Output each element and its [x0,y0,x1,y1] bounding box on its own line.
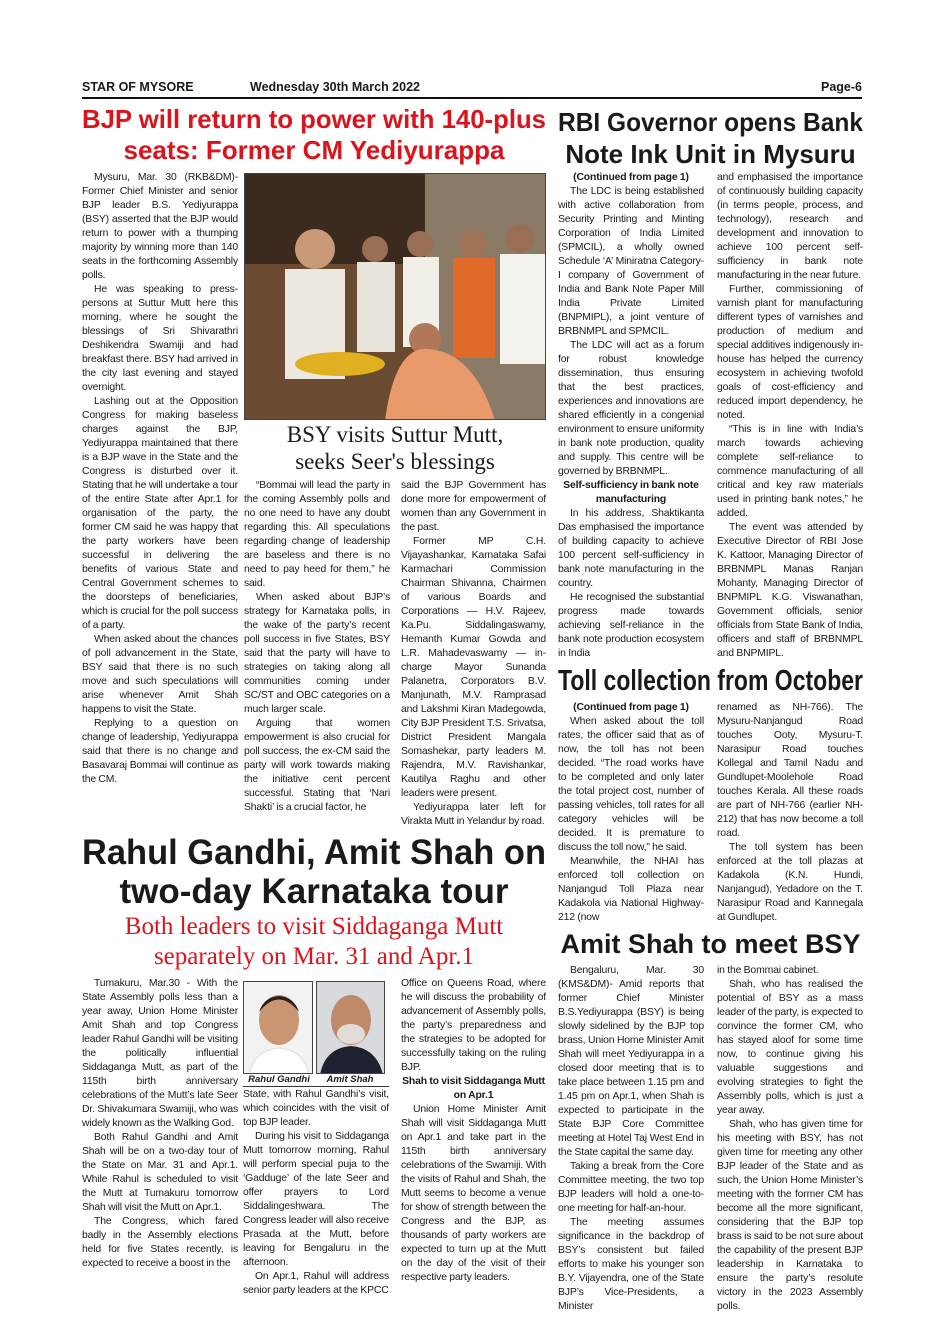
paragraph: Shah, who has given time for his meeting with BSY, has not given time for meeting any other BJP leader of the State and as such, the Union Home Minister’s meeting with the former CM has become all the more significant, considering that the BJP top brass is said to be not sure about the capability of the present BJP leadership in Karnataka to ensure the party’s resolute victory in the 2023 Assembly polls. [717,1119,863,1312]
amit-shah-photo [316,981,385,1074]
paragraph: Shah, who has realised the potential of BSY as a mass leader of the party, is expected to convince the former CM, who has stayed aloof for some time now, to continue giving his valuable suggestions and evolving strategies to fight the Assembly polls, which is just a year away. [717,979,863,1116]
paragraph: Both Rahul Gandhi and Amit Shah will be on a two-day tour of the State on Mar. 31 and Apr.1. While Rahul is scheduled to visit the Mutt at Tumakuru tomorrow Shah will visit the Mutt on Apr.1. [82,1132,238,1213]
headline-line [558,138,863,170]
bsy-right-area [244,171,546,829]
paragraph: The toll system has been enforced at the toll plazas at Kadakola (K.N. Hundi, Nanjangud), Yedadore on the T. Narasipur Road and Kannegala at Gundlupet. [717,842,863,923]
shah-headline [558,927,863,961]
headline-line [82,104,546,135]
paragraph: The meeting assumes significance in the backdrop of BSY’s consistent but failed efforts to make his younger son B.Y. Vijayendra, one of the State BJP’s Vice-Presidents, a Minister [558,1217,704,1312]
bsy-photo-caption [244,421,546,475]
paragraph: Mysuru, Mar. 30 (RKB&DM)- Former Chief Minister and senior BJP leader B.S. Yediyurappa (BSY) asserted that the BJP would return to power with a thumping majority by winning more than 140 seats in the forthcoming Assembly polls. [82,172,238,281]
rbi-headline [558,106,863,170]
headline-text: Rahul Gandhi, Amit Shah on [82,833,546,872]
rahul-body [82,977,546,1298]
paragraph: “This is in line with India’s march towards achieving complete self-reliance to commence manufacturing of all critical and key raw materials used in printing bank notes,” he added. [717,424,863,519]
paragraph: Tumakuru, Mar.30 - With the State Assembly polls less than a year away, Union Home Minister Amit Shah and top Congress leader Rahul Gandhi will be visiting the politically influential Siddaganga Mutt, as part of the 115th birth anniversary celebrations of the Mutt’s late Seer Dr. Shivakumara Swamiji, who was widely known as the Walking God. [82,978,238,1129]
paragraph: When asked about the chances of poll advancement in the State, BSY said that there is no such move and such speculations will arise whenever Amit Shah happens to visit the State. [82,634,238,715]
paragraph: Meanwhile, the NHAI has enforced toll collection on Nanjangud Toll Plaza near Kadakola via National Highway-212 (now [558,856,704,923]
subhead-line [82,912,546,942]
headline-text: Note Ink Unit in Mysuru [565,139,856,169]
headline-text: Toll collection from October [558,665,863,697]
caption-row [243,1074,389,1087]
paragraph: The LDC will act as a forum for robust knowledge dissemination, thus ensuring that the best practices, experiences and innovations are shared efficiently in a congenial environment to ensure uniformity in bank note production, quality and supply. This centre will be governed by BRBNMPL. [558,340,704,477]
subheading: Self-sufficiency in bank note manufacturing [563,480,699,505]
caption-line [244,448,546,475]
rahul-column-1 [82,977,238,1271]
paragraph: Union Home Minister Amit Shah will visit Siddaganga Mutt on Apr.1 and take part in the 115th birth anniversary celebrations of the Swamiji. With the visits of Rahul and Shah, the Mutt seems to become a venue for show of strength between the Congress and the BJP, as thousands of party workers are expected to turn up at the Mutt on the day of the visit of their respective party leaders. [401,1104,546,1283]
newspaper-name: STAR OF MYSORE [82,80,194,94]
subheading: (Continued from page 1) [573,172,689,183]
headline-text: Amit Shah to meet BSY [560,929,861,959]
bsy-column-1 [82,171,238,787]
headline-line [82,872,546,911]
paragraph: Taking a break from the Core Committee meeting, the two top BJP leaders will hold a one-to-one meeting for half-an-hour. [558,1161,704,1214]
paragraph: State, with Rahul Gandhi’s visit, which coincides with the visit of top BJP leader. [243,1089,389,1128]
headline-text: two-day Karnataka tour [119,872,509,911]
shah-body [558,964,863,1314]
bsy-column-3 [401,479,546,829]
paragraph: in the Bommai cabinet. [717,965,819,976]
paragraph: Bengaluru, Mar. 30 (KMS&DM)- Amid reports that former Chief Minister B.S.Yediyurappa (BSY) is being slowly sidelined by the BJP top brass, Union Home Minister Amit Shah will meet Yediyurappa in a closed door meeting that is to take place between 1.15 pm and 1.45 pm on Apr.1, when Shah is expected to participate in the State BJP Core Committee meeting at Hotel Taj West End in the State capital the same day. [558,965,704,1158]
caption-rahul-gandhi: Rahul Gandhi [248,1074,310,1085]
headline-text: RBI Governor opens Bank [558,107,863,137]
paragraph: Replying to a question on change of leadership, Yediyurappa said that there is no change and Basavaraj Bommai will continue as the CM. [82,718,238,785]
paragraph: “Bommai will lead the party in the coming Assembly polls and no one need to have any doubt regarding this. All speculations regarding change of leadership are baseless and there is no need to pay heed for them,” he said. [244,480,390,589]
paragraph: He was speaking to press-persons at Suttur Mutt here this morning, where he sought the blessings of Sri Shivarathri Deshikendra Swamiji and had breakfast there. BSY had arrived in the city last evening and stayed overnight. [82,284,238,393]
paragraph: Further, commissioning of varnish plant for manufacturing different types of varnishes and production of medium and special additives indigenously in-house has helped the currency ecosystem in achieving twofold goals of cost-efficiency and reduced import dependency, he noted. [717,284,863,421]
subheading: Shah to visit Siddaganga Mutt on Apr.1 [402,1076,545,1101]
paragraph: Arguing that women empowerment is also crucial for poll success, the ex-CM said the party will work towards making the initiative cent percent successful. Stating that ‘Nari Shakti’ is a crucial factor, he [244,718,390,813]
headline-line [82,135,546,166]
rahul-column-2 [243,1088,389,1298]
headline-text: separately on Mar. 31 and Apr.1 [153,943,475,970]
subheading: (Continued from page 1) [573,702,689,713]
subhead-line [82,942,546,972]
rahul-gandhi-photo [243,981,313,1074]
paragraph: He recognised the substantial progress made towards achieving self-reliance in the bank note production ecosystem in India [558,592,704,659]
paragraph: The LDC is being established with active collaboration from Security Printing and Minting Corporation of India Limited (SPMCIL), a wholly owned Schedule ‘A’ Miniratna Category-I company of Government of India and Bank Note Paper Mill India Private Limited (BNPMIPL), a joint venture of BRBNMPL and SPMCIL. [558,186,704,337]
headline-line [558,664,863,698]
paragraph: and emphasised the importance of continuously building capacity (in terms people, process, and technology), research and development and innovation to achieve 100 percent self-sufficiency in bank note manufacturing in the near future. [717,172,863,281]
bsy-suttur-photo [244,173,546,420]
rbi-column-1 [558,171,704,661]
page-number: Page-6 [821,80,862,94]
caption-line [244,421,546,448]
header-rule [82,97,862,99]
shah-column-1 [558,964,704,1314]
headline-text: Both leaders to visit Siddaganga Mutt [124,913,504,940]
toll-headline [558,664,863,698]
bsy-lower-columns [244,479,546,829]
paragraph: Former MP C.H. Vijayashankar, Karnataka Safai Karmachari Commission Chairman Shivanna, Chairmen of various Boards and Corporations — H.V. Rajeev, Ka.Pu. Siddalingaswamy, Hemanth Kumar Gowda and L.R. Mahadevaswamy — in-charge Mayor Sunanda Palanetra, Corporators B.V. Manjunath, M.V. Ramprasad and Lakshmi Kiran Madegowda, City BJP President T.S. Srivatsa, District President Mangala Somashekar, party leaders M. Rajendra, M.V. Ravishankar, Kautilya Raghu and other leaders were present. [401,536,546,799]
headline-line [82,833,546,872]
paragraph: The event was attended by Executive Director of RBI Jose K. Kattoor, Managing Director of BRBNMPL Manas Ranjan Mohanty, Managing Director of BNPMIPL K.G. Viswanathan, Government officials, senior officials from State Bank of India, officers and staff of BRBNMPL and BNPMIPL. [717,522,863,659]
headline-line [558,927,863,961]
paragraph: Yediyurappa later left for Virakta Mutt in Yelandur by road. [401,802,546,827]
rahul-headline [82,833,546,911]
paragraph: When asked about BJP’s strategy for Karnataka polls, in the wake of the party’s recent poll success in five States, BSY said that the party will have to strategies on taking along all communities coming under SC/ST and OBC categories on a much larger scale. [244,592,390,715]
headline-text: seats: Former CM Yediyurappa [123,135,505,165]
rahul-middle-area [243,977,389,1298]
toll-column-2 [717,701,863,925]
headline-text: seeks Seer's blessings [295,449,495,474]
rbi-column-2 [717,171,863,661]
photo-pair [243,981,389,1074]
paragraph: During his visit to Siddaganga Mutt tomorrow morning, Rahul will perform special puja to the ‘Gadduge’ of the late Seer and offer prayers to Lord Siddalingeshwara. The Congress leader will also receive Prasada at the Mutt, before leaving for Bengaluru in the afternoon. [243,1131,389,1268]
issue-date: Wednesday 30th March 2022 [250,80,420,94]
paragraph: The Congress, which fared badly in the Assembly elections held for five States recently, is expected to receive a boost in the [82,1216,238,1269]
paragraph: Office on Queens Road, where he will discuss the probability of advancement of Assembly polls, the party’s preparedness and the strategies to be adopted for successfully taking on the ruling BJP. [401,978,546,1073]
toll-column-1 [558,701,704,925]
bsy-body [82,171,546,829]
right-section [558,106,863,1314]
headline-text: BJP will return to power with 140-plus [82,104,546,134]
paragraph: On Apr.1, Rahul will address senior party leaders at the KPCC [243,1271,389,1296]
headline-line [558,106,863,138]
paragraph: renamed as NH-766). The Mysuru-Nanjangud Road touches Ooty, Mysuru-T. Narasipur Road touches Kollegal and Tamil Nadu and Gundlupet-Moolehole Road touches Kerala. All these roads are part of NH-766 (earlier NH-212) that has now become a toll road. [717,702,863,839]
toll-body [558,701,863,925]
paragraph: In his address, Shaktikanta Das emphasised the importance of building capacity to achieve 100 percent self-sufficiency in bank note manufacturing in the country. [558,508,704,589]
rahul-subhead [82,912,546,972]
left-section [82,104,546,1298]
paragraph: When asked about the toll rates, the officer said that as of now, the toll has not been decided. “The road works have to be completed and only later the total project cost, number of passing vehicles, toll rates for all category vehicles will be decided. It is premature to discuss the toll now,” he said. [558,716,704,853]
bsy-headline [82,104,546,166]
rbi-body [558,171,863,661]
paragraph: said the BJP Government has done more for empowerment of women than any Government in the past. [401,480,546,533]
paragraph: Lashing out at the Opposition Congress for making baseless charges against the BJP, Yediyurappa maintained that there is a BJP wave in the State and the Congress is disturbed over it. Stating that he will undertake a tour of the entire State after Apr.1 for organisation of the party, the former CM said he was happy that the party workers have been successful in delivering the benefits of various State and Central Government schemes to the doorsteps of beneficiaries, which is crucial for the poll success of a party. [82,396,238,631]
bsy-column-2 [244,479,390,815]
headline-text: BSY visits Suttur Mutt, [286,422,504,447]
rahul-column-3 [401,977,546,1285]
caption-amit-shah: Amit Shah [326,1074,374,1085]
shah-column-2 [717,964,863,1314]
